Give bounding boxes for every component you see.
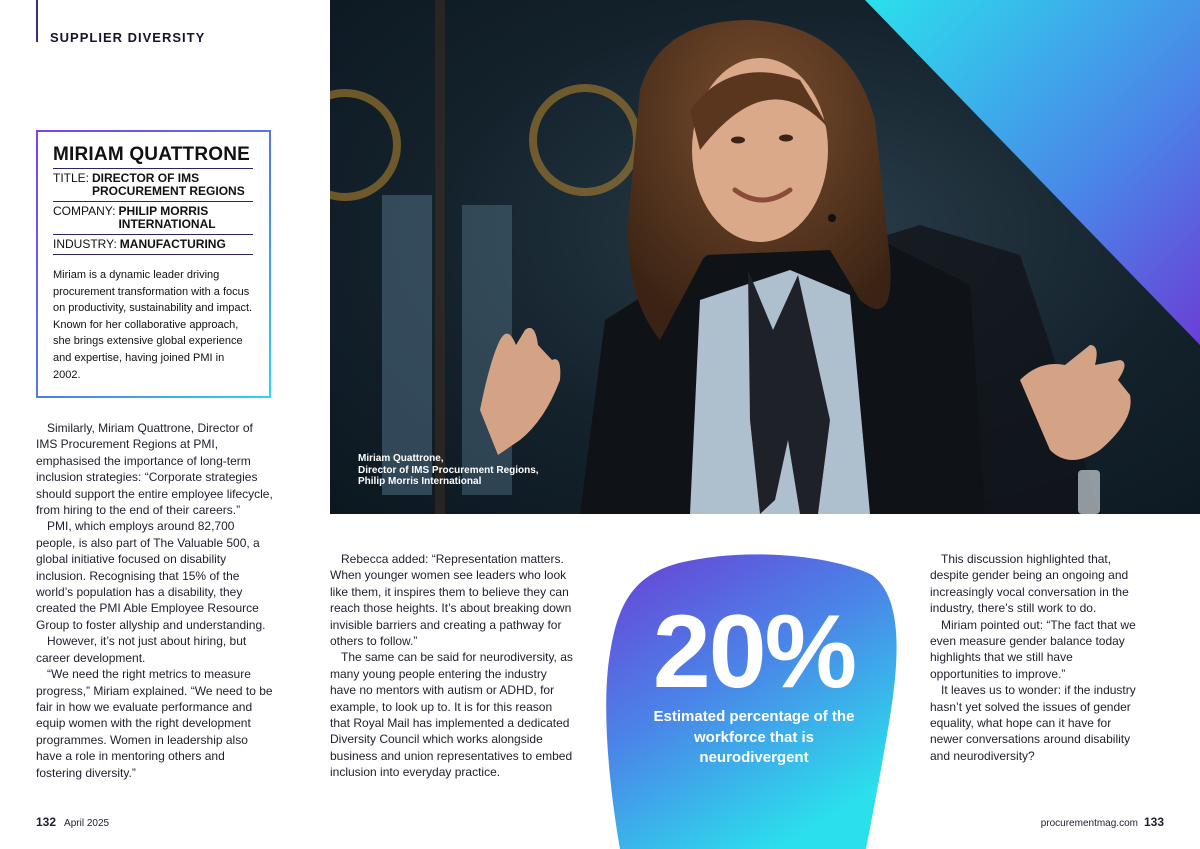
right-page-number: 133 bbox=[1143, 815, 1164, 829]
profile-industry-key: INDUSTRY: bbox=[53, 237, 117, 251]
profile-industry-value: MANUFACTURING bbox=[119, 237, 226, 251]
paragraph: This discussion highlighted that, despite gender being an ongoing and increasingly vocal conversation in the industry, there’s still work to do. bbox=[930, 552, 1129, 616]
stat-value: 20% bbox=[652, 594, 856, 710]
left-page-number: 132 bbox=[36, 815, 57, 829]
stat-callout bbox=[604, 553, 904, 849]
caption-line-3: Philip Morris International bbox=[358, 476, 482, 487]
section-rule bbox=[36, 0, 38, 42]
paragraph: However, it’s not just about hiring, but career development. bbox=[36, 634, 247, 665]
footer-right bbox=[1041, 815, 1164, 829]
section-label: SUPPLIER DIVERSITY bbox=[50, 30, 206, 45]
paragraph: Miriam pointed out: “The fact that we even measure gender balance today highlights that we still have opportunities to improve.” bbox=[930, 617, 1136, 681]
speaker-photo bbox=[330, 0, 1200, 514]
issue-date: April 2025 bbox=[64, 818, 110, 829]
profile-company-row bbox=[53, 202, 253, 235]
paragraph: It leaves us to wonder: if the industry hasn’t yet solved the issues of gender equality, what hope can it have for newer conversations around disability and neurodiversity? bbox=[930, 683, 1136, 763]
profile-industry-row bbox=[53, 235, 253, 255]
profile-title-value: DIRECTOR OF IMS PROCUREMENT REGIONS bbox=[92, 171, 245, 198]
caption-line-2: Director of IMS Procurement Regions, bbox=[358, 464, 539, 476]
profile-name: MIRIAM QUATTRONE bbox=[53, 144, 253, 169]
body-column-2 bbox=[330, 551, 574, 781]
profile-box bbox=[36, 130, 271, 398]
paragraph: Similarly, Miriam Quattrone, Director of IMS Procurement Regions at PMI, emphasised the importance of long-term inclusion strategies: “Corporate strategies should support the entire employee lifecycle, from hiring to the end of their careers.” bbox=[36, 421, 273, 518]
stat-description: Estimated percentage of the workforce that is neurodivergent bbox=[653, 708, 855, 766]
caption-line-1: Miriam Quattrone, bbox=[358, 453, 444, 464]
body-column-1 bbox=[36, 420, 274, 781]
footer-left bbox=[36, 815, 109, 829]
body-column-3 bbox=[930, 551, 1142, 764]
speaker-illustration bbox=[330, 0, 1200, 514]
paragraph: The same can be said for neurodiversity, as many young people entering the industry have no mentors with autism or ADHD, for example, to look up to. It is for this reason that Royal Mail has implemented a dedicated Diversity Council which works alongside business and union representatives to embed inclusion into everyday practice. bbox=[330, 650, 573, 780]
profile-title-row bbox=[53, 169, 253, 202]
profile-company-value: PHILIP MORRIS INTERNATIONAL bbox=[118, 204, 216, 231]
photo-caption bbox=[358, 453, 539, 488]
profile-company-key: COMPANY: bbox=[53, 204, 116, 218]
profile-bio: Miriam is a dynamic leader driving procurement transformation with a focus on productivity, sustainability and impact. Known for her collaborative approach, she brings extensive global experience and expertise, having joined PMI in 2002. bbox=[53, 269, 253, 381]
paragraph: Rebecca added: “Representation matters. When younger women see leaders who look like them, it inspires them to believe they can reach those heights. It’s about breaking down invisible barriers and creating a pathway for others to follow.” bbox=[330, 552, 572, 649]
site-link[interactable]: procurementmag.com bbox=[1040, 818, 1138, 829]
paragraph: PMI, which employs around 82,700 people, is also part of The Valuable 500, a global initiative focused on disability inclusion. Recognising that 15% of the world’s population has a disability, they created the PMI Able Employee Resource Group to foster allyship and understanding. bbox=[36, 519, 266, 632]
profile-title-key: TITLE: bbox=[53, 171, 90, 185]
paragraph: “We need the right metrics to measure progress,” Miriam explained. “We need to be fair in how we evaluate performance and equip women with the right development programmes. Women in leadership also have a role in mentoring others and fostering diversity.” bbox=[36, 667, 273, 780]
